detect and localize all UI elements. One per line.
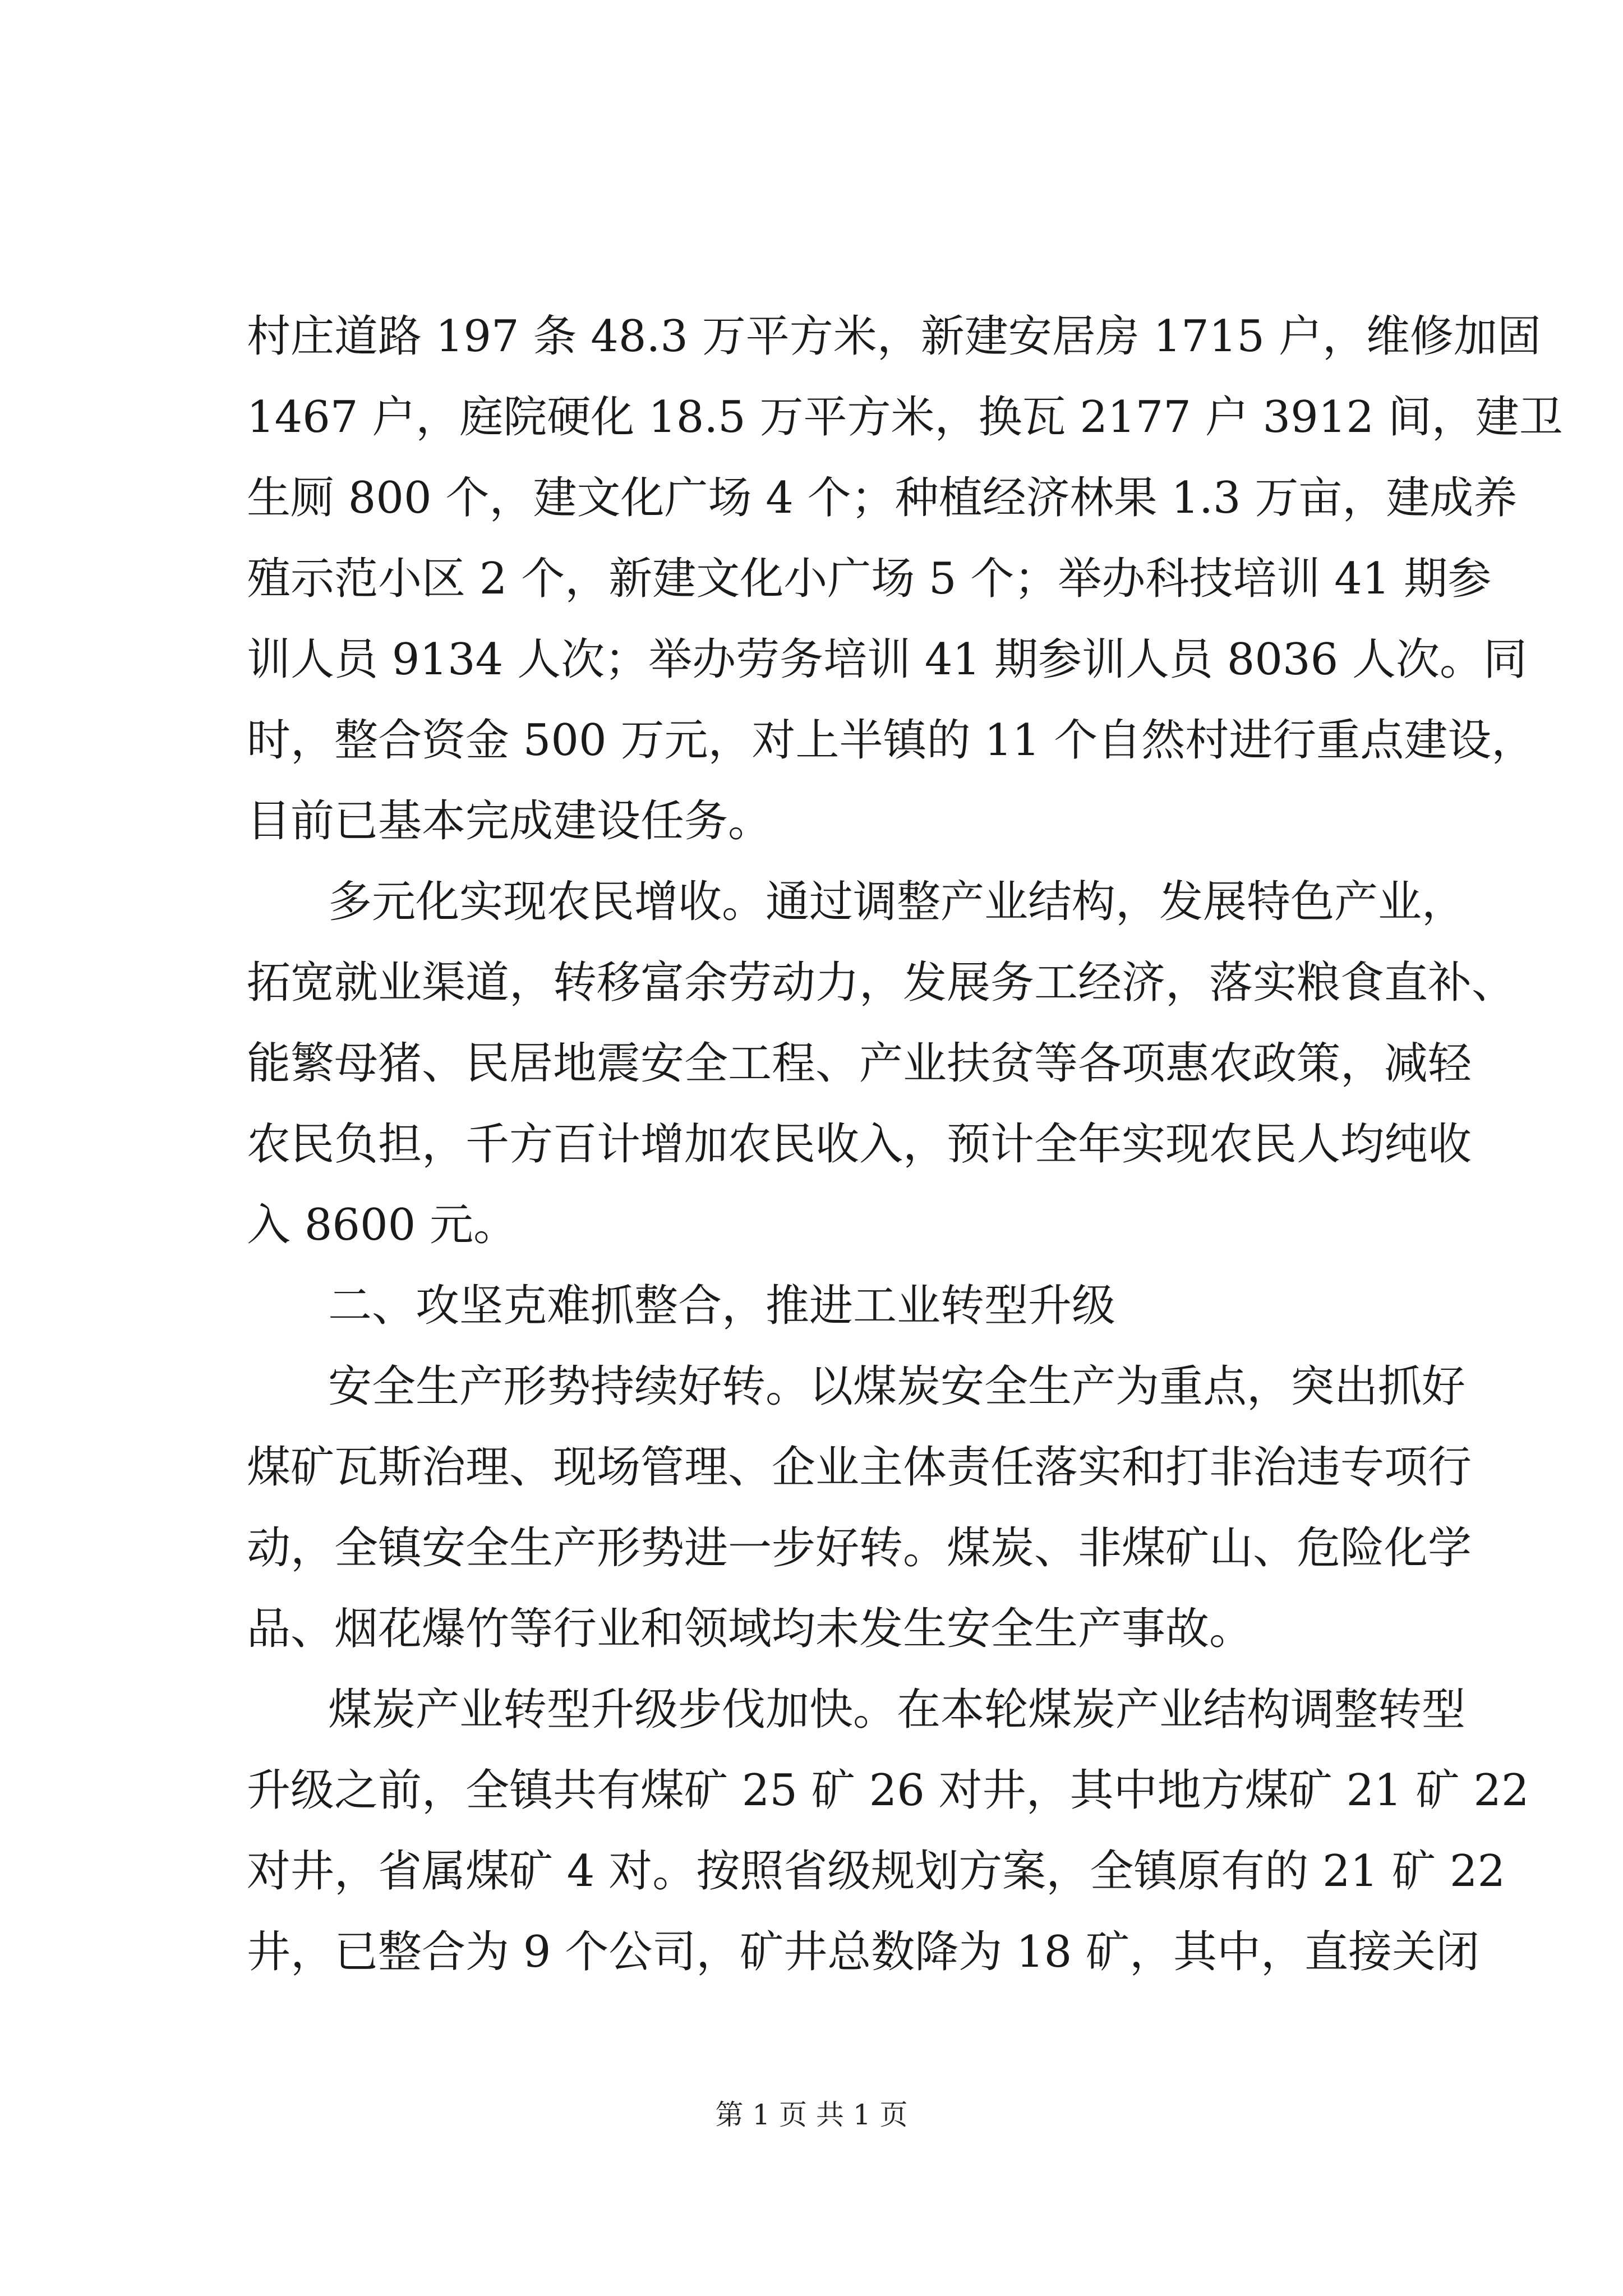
section-heading: 二、攻坚克难抓整合，推进工业转型升级 [328,1281,1116,1331]
text-line: 训人员 9134 人次；举办劳务培训 41 期参训人员 8036 人次。同 [247,634,1528,685]
paragraph-first-line: 多元化实现农民增收。通过调整产业结构，发展特色产业， [328,877,1466,927]
text-line: 拓宽就业渠道，转移富余劳动力，发展务工经济，落实粮食直补、 [247,958,1516,1008]
page-footer: 第 1 页 共 1 页 [715,2099,908,2131]
text-line: 井，已整合为 9 个公司，矿井总数降为 18 矿，其中，直接关闭 [247,1927,1480,1977]
text-line: 煤矿瓦斯治理、现场管理、企业主体责任落实和打非治违专项行 [247,1442,1472,1493]
text-line: 生厕 800 个，建文化广场 4 个；种植经济林果 1.3 万亩，建成养 [247,473,1518,523]
text-line: 目前已基本完成建设任务。 [247,796,772,846]
text-line: 1467 户，庭院硬化 18.5 万平方米，换瓦 2177 户 3912 间，建卫 [247,392,1563,443]
text-line: 村庄道路 197 条 48.3 万平方米，新建安居房 1715 户，维修加固 [247,311,1541,362]
text-line: 对井，省属煤矿 4 对。按照省级规划方案，全镇原有的 21 矿 22 [247,1846,1506,1897]
text-line: 入 8600 元。 [247,1200,518,1250]
text-line: 农民负担，千方百计增加农民收入，预计全年实现农民人均纯收 [247,1119,1472,1170]
body-text [247,296,1563,1993]
paragraph-first-line: 安全生产形势持续好转。以煤炭安全生产为重点，突出抓好 [328,1361,1466,1412]
text-line: 时，整合资金 500 万元，对上半镇的 11 个自然村进行重点建设， [247,715,1536,766]
text-line: 能繁母猪、民居地震安全工程、产业扶贫等各项惠农政策，减轻 [247,1038,1472,1089]
text-line: 动，全镇安全生产形势进一步好转。煤炭、非煤矿山、危险化学 [247,1523,1472,1573]
paragraph-first-line: 煤炭产业转型升级步伐加快。在本轮煤炭产业结构调整转型 [328,1685,1466,1735]
text-line: 品、烟花爆竹等行业和领域均未发生安全生产事故。 [247,1604,1253,1654]
text-line: 升级之前，全镇共有煤矿 25 矿 26 对井，其中地方煤矿 21 矿 22 [247,1765,1529,1816]
text-line: 殖示范小区 2 个，新建文化小广场 5 个；举办科技培训 41 期参 [247,554,1492,604]
